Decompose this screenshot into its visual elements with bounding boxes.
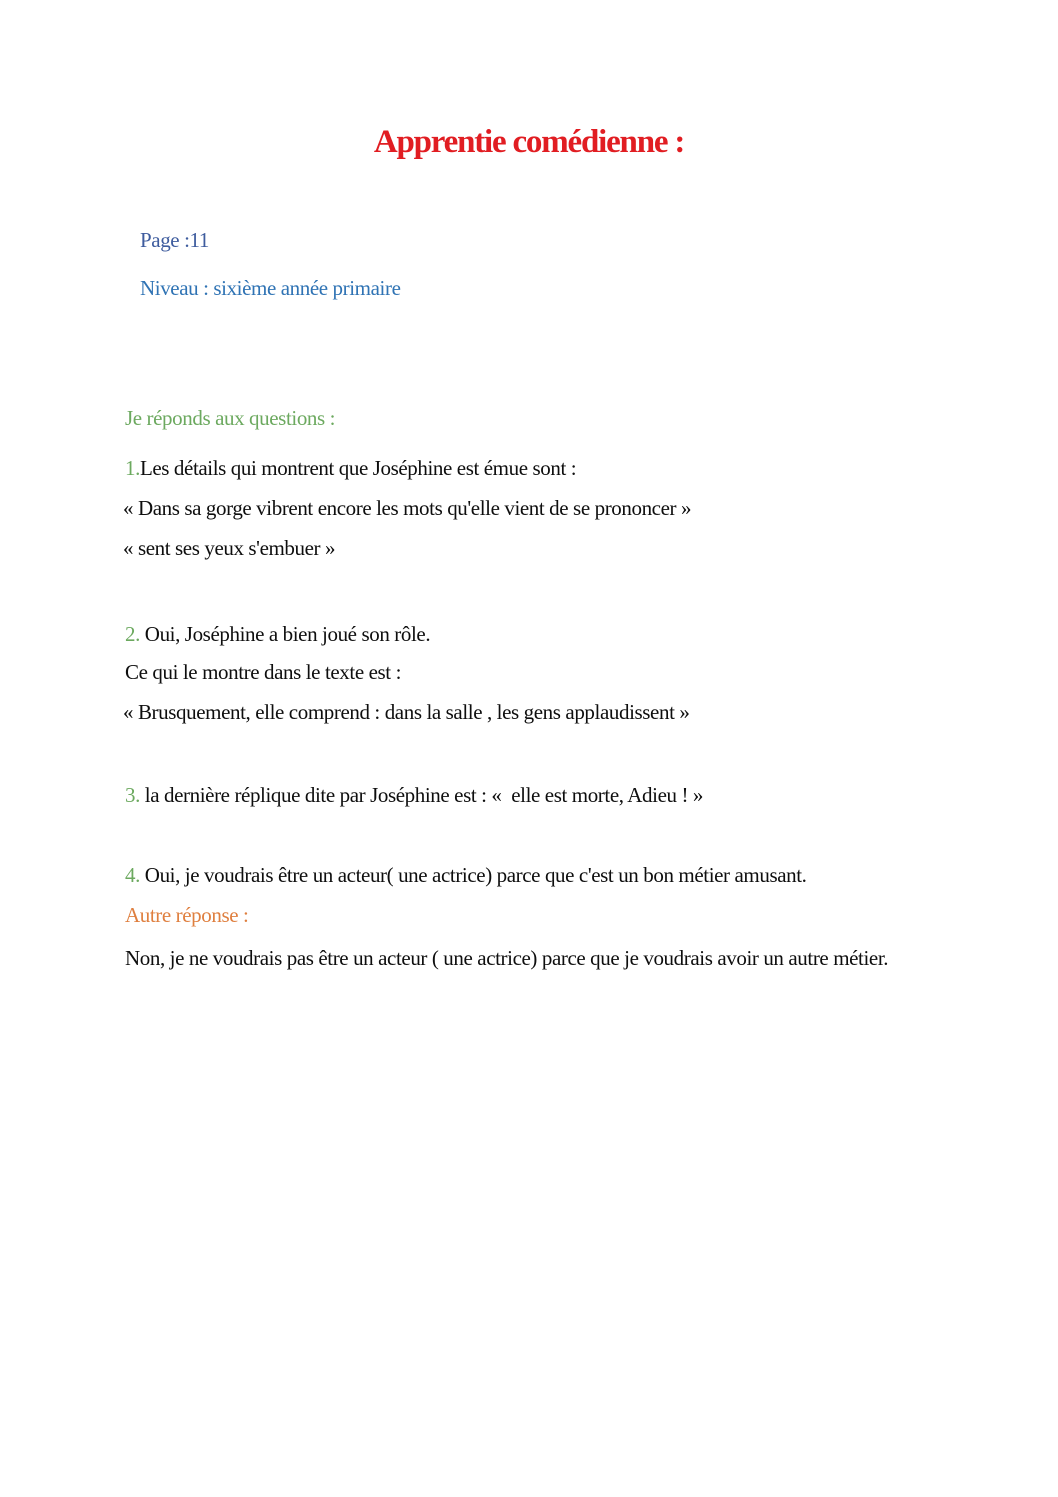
answer-2-quote: « Brusquement, elle comprend : dans la salle , les gens applaudissent » [123,700,690,724]
level-label: Niveau : sixième année primaire [140,276,401,300]
answer-1-line-1 [125,454,576,482]
answer-4-text: Oui, je voudrais être un acteur( une actrice) parce que c'est un bon métier amusant. [139,863,807,887]
answer-4-alt-text: Non, je ne voudrais pas être un acteur ( une actrice) parce que je voudrais avoir un autre métier. [125,946,889,970]
answer-3-number: 3. [125,783,140,807]
page-number-label: Page :11 [140,228,209,252]
section-heading: Je réponds aux questions : [125,406,336,430]
answer-2-text: Oui, Joséphine a bien joué son rôle. [139,622,431,646]
answer-1-text: Les détails qui montrent que Joséphine est émue sont : [139,456,577,480]
answer-4-line-1 [125,861,807,889]
answer-3-line [125,781,703,809]
answer-1-quote-2: « sent ses yeux s'embuer » [123,536,336,560]
answer-2-line-1 [125,620,430,648]
answer-4-alt-label: Autre réponse : [125,903,249,927]
answer-4-number: 4. [125,863,140,887]
answer-2-number: 2. [125,622,140,646]
answer-3-text: la dernière réplique dite par Joséphine est : « elle est morte, Adieu ! » [139,783,704,807]
answer-2-line-2: Ce qui le montre dans le texte est : [125,660,402,684]
document-title: Apprentie comédienne : [373,124,685,160]
answer-1-quote-1: « Dans sa gorge vibrent encore les mots qu'elle vient de se prononcer » [123,496,692,520]
answer-1-number: 1. [125,456,140,480]
